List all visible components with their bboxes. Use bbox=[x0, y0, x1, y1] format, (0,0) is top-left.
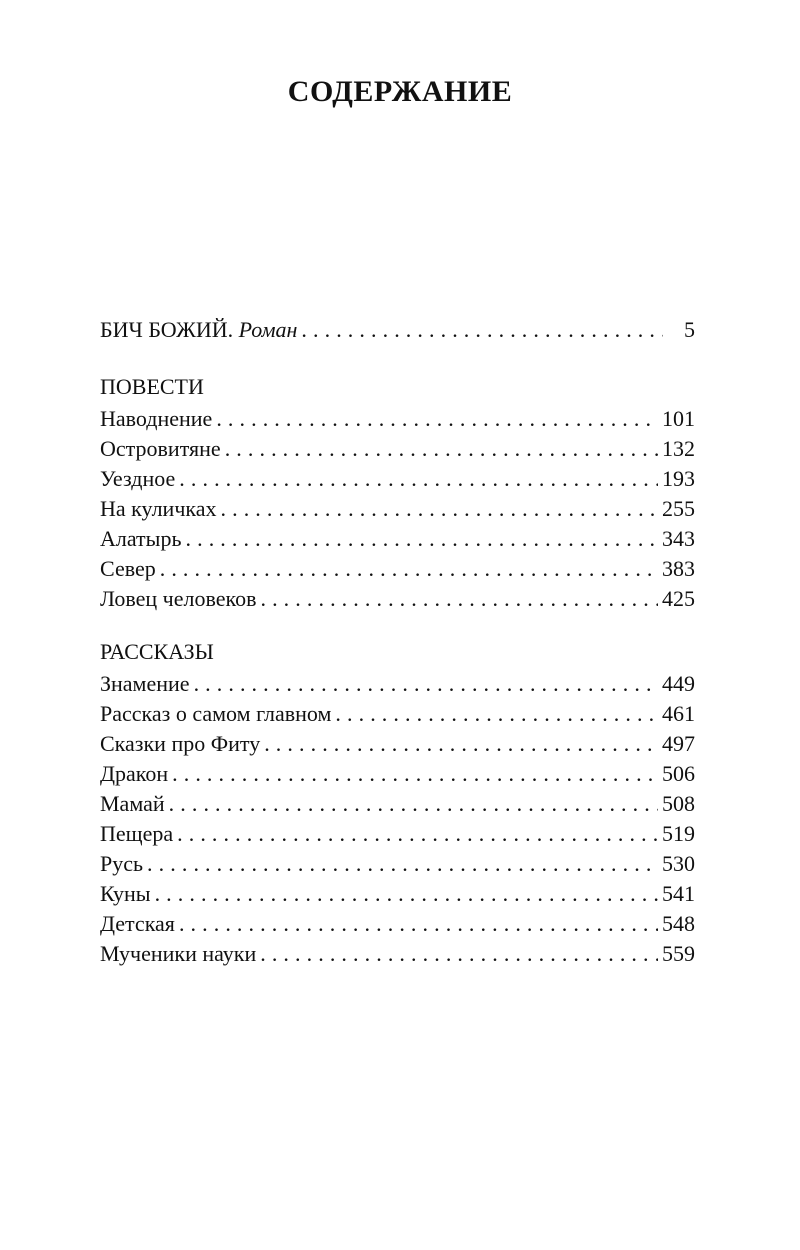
dot-leader bbox=[147, 849, 658, 879]
toc-entry[interactable] bbox=[100, 729, 695, 759]
dot-leader bbox=[264, 729, 658, 759]
toc-entry[interactable] bbox=[100, 819, 695, 849]
toc-entry-page: 255 bbox=[662, 496, 695, 521]
dot-leader bbox=[172, 759, 658, 789]
toc-entry-title: Дракон bbox=[100, 761, 169, 786]
toc-entry-title: Рассказ о самом главном bbox=[100, 701, 332, 726]
dot-leader bbox=[260, 939, 658, 969]
toc-entry-page: 425 bbox=[662, 586, 695, 611]
toc-entry-page: 519 bbox=[662, 821, 695, 846]
toc-entry-page: 530 bbox=[662, 851, 695, 876]
dot-leader bbox=[225, 434, 658, 464]
toc-entry-title: Мамай bbox=[100, 791, 165, 816]
dot-leader bbox=[177, 819, 658, 849]
toc-entry-title: На куличках bbox=[100, 496, 217, 521]
toc-entry-title: Знамение bbox=[100, 671, 190, 696]
dot-leader bbox=[160, 554, 658, 584]
toc-entry[interactable] bbox=[100, 404, 695, 434]
dot-leader bbox=[260, 584, 658, 614]
dot-leader bbox=[335, 699, 658, 729]
toc-entry[interactable] bbox=[100, 434, 695, 464]
toc-entry-page: 132 bbox=[662, 436, 695, 461]
toc-entry[interactable] bbox=[100, 849, 695, 879]
toc-entry-page: 383 bbox=[662, 556, 695, 581]
toc-entry-page: 5 bbox=[684, 317, 695, 342]
toc-entry[interactable] bbox=[100, 584, 695, 614]
toc-entry-title: Ловец человеков bbox=[100, 586, 257, 611]
toc-entry-page: 508 bbox=[662, 791, 695, 816]
toc-section-rasskazy bbox=[100, 637, 695, 969]
toc-main-entry bbox=[100, 315, 695, 345]
toc-entry[interactable] bbox=[100, 464, 695, 494]
toc-entry[interactable] bbox=[100, 879, 695, 909]
toc-entry-page: 506 bbox=[662, 761, 695, 786]
toc-entry-title: Детская bbox=[100, 911, 175, 936]
dot-leader bbox=[179, 909, 658, 939]
toc-entry[interactable] bbox=[100, 759, 695, 789]
toc-entry-title: Север bbox=[100, 556, 156, 581]
toc-entry-title: Пещера bbox=[100, 821, 174, 846]
dot-leader bbox=[221, 494, 659, 524]
dot-leader bbox=[301, 315, 663, 345]
toc-entry-page: 193 bbox=[662, 466, 695, 491]
toc-entry[interactable] bbox=[100, 699, 695, 729]
toc-entry-page: 541 bbox=[662, 881, 695, 906]
page-title: СОДЕРЖАНИЕ bbox=[287, 75, 513, 108]
toc-entry-title: Уездное bbox=[100, 466, 176, 491]
toc-entry-page: 461 bbox=[662, 701, 695, 726]
dot-leader bbox=[179, 464, 658, 494]
section-heading: ПОВЕСТИ bbox=[100, 374, 204, 399]
dot-leader bbox=[194, 669, 658, 699]
toc-entry-page: 497 bbox=[662, 731, 695, 756]
dot-leader bbox=[186, 524, 659, 554]
toc-entry-title bbox=[100, 315, 297, 345]
toc-entry[interactable] bbox=[100, 494, 695, 524]
toc-entry-title: Алатырь bbox=[100, 526, 182, 551]
dot-leader bbox=[155, 879, 658, 909]
toc-entry[interactable] bbox=[100, 669, 695, 699]
dot-leader bbox=[169, 789, 658, 819]
toc-entry-title: Мученики науки bbox=[100, 941, 257, 966]
toc-entry[interactable] bbox=[100, 315, 695, 345]
toc-entry[interactable] bbox=[100, 524, 695, 554]
toc-entry-page: 101 bbox=[662, 406, 695, 431]
toc-entry-page: 449 bbox=[662, 671, 695, 696]
toc-entry-title: Сказки про Фиту bbox=[100, 731, 261, 756]
section-heading: РАССКАЗЫ bbox=[100, 639, 214, 664]
toc-entry-title: Островитяне bbox=[100, 436, 221, 461]
toc-entry[interactable] bbox=[100, 554, 695, 584]
toc-entry[interactable] bbox=[100, 939, 695, 969]
toc-entry-title: Наводнение bbox=[100, 406, 213, 431]
main-entry-subtitle: Роман bbox=[238, 317, 298, 342]
toc-section-povesti bbox=[100, 372, 695, 614]
main-entry-title: БИЧ БОЖИЙ. bbox=[100, 317, 234, 342]
dot-leader bbox=[216, 404, 658, 434]
toc-entry[interactable] bbox=[100, 789, 695, 819]
toc-entry-page: 343 bbox=[662, 526, 695, 551]
toc-entry-page: 548 bbox=[662, 911, 695, 936]
toc-entry[interactable] bbox=[100, 909, 695, 939]
toc-entry-title: Русь bbox=[100, 851, 144, 876]
toc-entry-page: 559 bbox=[662, 941, 695, 966]
toc-entry-title: Куны bbox=[100, 881, 151, 906]
